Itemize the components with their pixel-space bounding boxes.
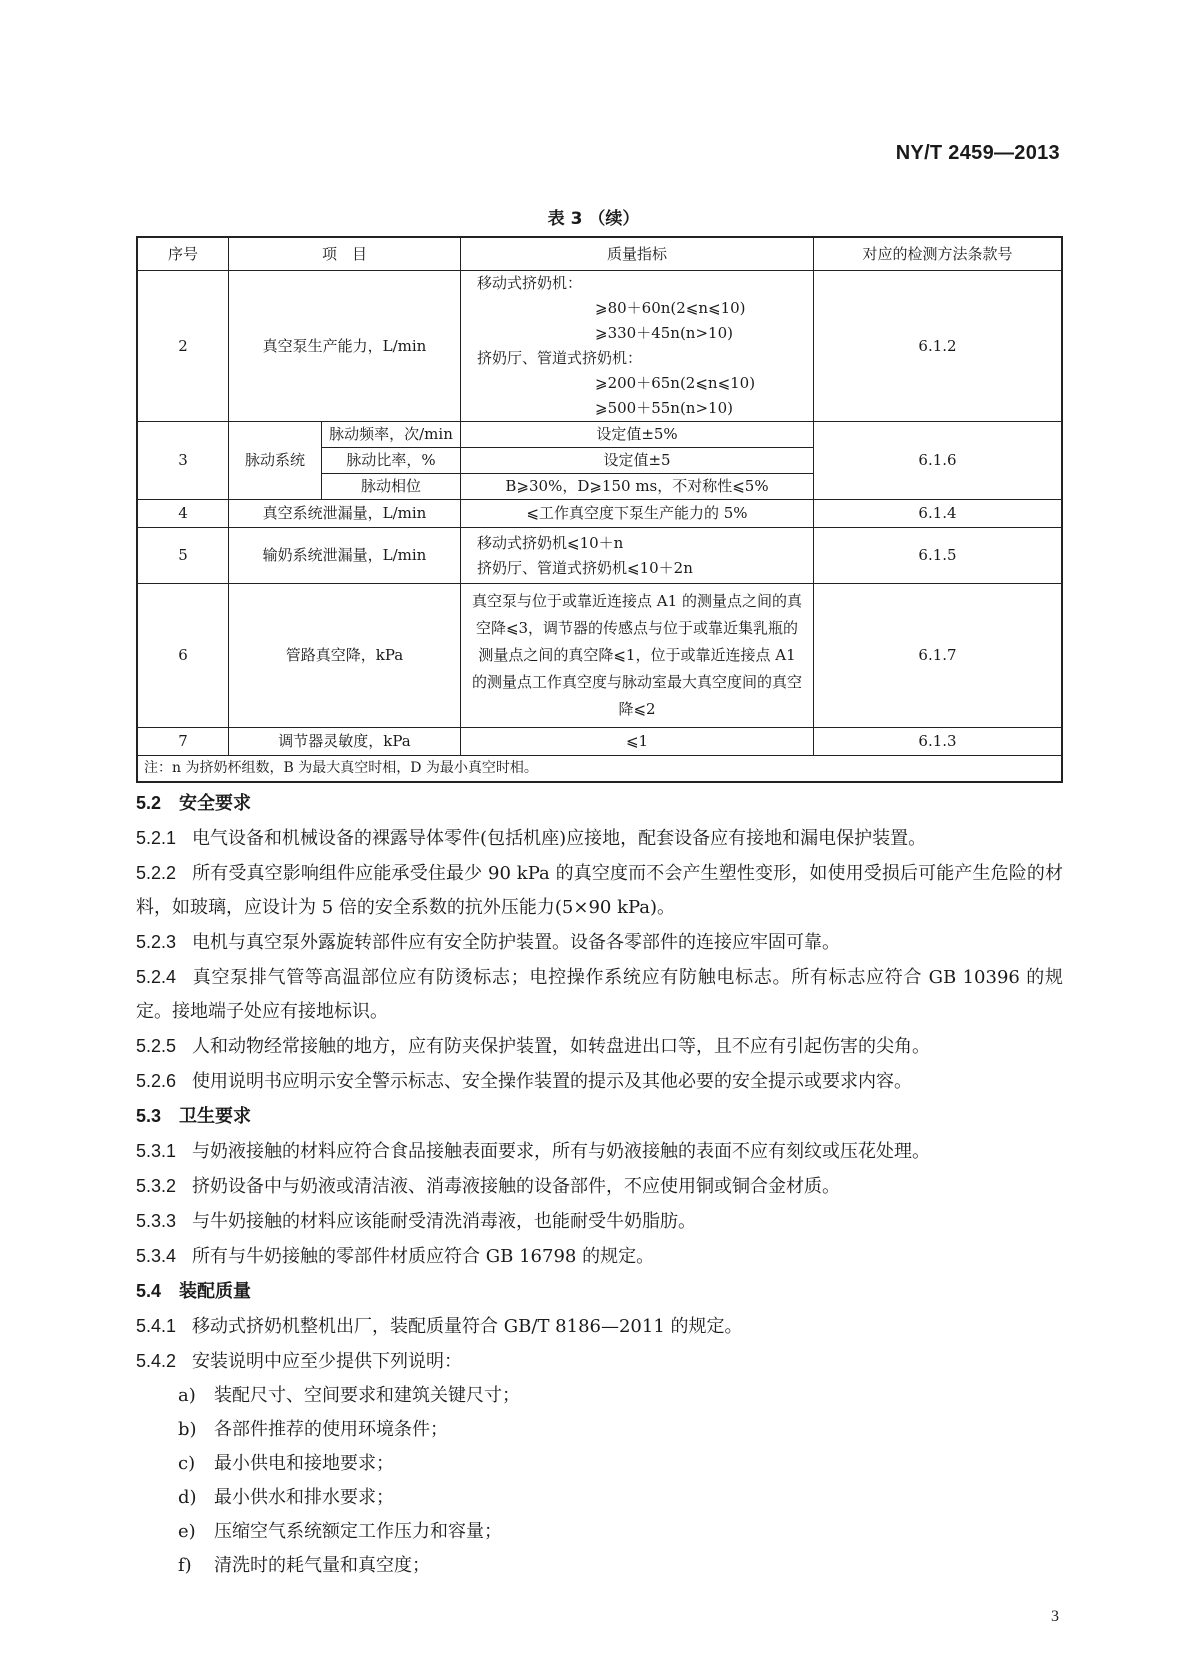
table-row [137, 728, 1062, 756]
row-item: 调节器灵敏度，kPa [229, 728, 461, 756]
row-item: 管路真空降，kPa [229, 584, 461, 728]
row-quality: B⩾30%，D⩾150 ms，不对称性⩽5% [461, 474, 814, 500]
quality-line: ⩾330＋45n(n>10) [595, 324, 733, 342]
page-number: 3 [1051, 1608, 1059, 1625]
section-heading: 5.2 安全要求 [136, 793, 252, 814]
body-content [136, 786, 1063, 1583]
list-item: e) 压缩空气系统额定工作压力和容量； [178, 1521, 502, 1542]
row-no: 4 [137, 500, 229, 528]
row-item: 脉动系统 [229, 422, 322, 500]
row-no: 7 [137, 728, 229, 756]
table-title: 表 3 （续） [547, 209, 640, 229]
standard-code: NY/T 2459—2013 [895, 142, 1060, 164]
header-item: 项 目 [229, 237, 461, 271]
row-subitem: 脉动比率，% [322, 448, 461, 474]
row-no: 5 [137, 528, 229, 584]
row-no: 3 [137, 422, 229, 500]
row-subitem: 脉动相位 [322, 474, 461, 500]
quality-line: ⩾200＋65n(2⩽n⩽10) [595, 374, 756, 392]
quality-line: 移动式挤奶机⩽10＋n [477, 533, 624, 552]
paragraph: 5.4.1 移动式挤奶机整机出厂，装配质量符合 GB/T 8186—2011 的规定。 [136, 1316, 743, 1337]
list-item: b) 各部件推荐的使用环境条件； [178, 1419, 448, 1440]
paragraph: 5.2.6 使用说明书应明示安全警示标志、安全操作装置的提示及其他必要的安全提示或要求内容。 [136, 1071, 913, 1092]
row-quality: 设定值±5% [461, 422, 814, 448]
list-item: d) 最小供水和排水要求； [178, 1487, 394, 1508]
quality-line: ⩾500＋55n(n>10) [595, 399, 733, 417]
row-method: 6.1.2 [814, 271, 1063, 422]
table-note-row [137, 756, 1062, 783]
row-subitem: 脉动频率，次/min [322, 422, 461, 448]
row-quality: 真空泵与位于或靠近连接点 A1 的测量点之间的真空降⩽3，调节器的传感点与位于或靠近集乳瓶的测量点之间的真空降⩽1，位于或靠近连接点 A1 的测量点工作真空度与脉动室最大真空度间的真空降⩽2 [461, 584, 814, 728]
row-quality: 设定值±5 [461, 448, 814, 474]
paragraph: 5.2.4 真空泵排气管等高温部位应有防烫标志；电控操作系统应有防触电标志。所有标志应符合 GB 10396 的规定。接地端子处应有接地标识。 [136, 967, 1063, 1022]
paragraph: 5.2.3 电机与真空泵外露旋转部件应有安全防护装置。设备各零部件的连接应牢固可靠。 [136, 932, 841, 953]
table-row [137, 422, 1062, 448]
row-quality [461, 528, 814, 584]
row-item: 真空系统泄漏量，L/min [229, 500, 461, 528]
row-no: 6 [137, 584, 229, 728]
paragraph: 5.2.1 电气设备和机械设备的裸露导体零件(包括机座)应接地，配套设备应有接地和漏电保护装置。 [136, 828, 927, 849]
header-quality: 质量指标 [461, 237, 814, 271]
row-method: 6.1.6 [814, 422, 1063, 500]
section-heading: 5.3 卫生要求 [136, 1106, 252, 1127]
paragraph: 5.3.4 所有与牛奶接触的零部件材质应符合 GB 16798 的规定。 [136, 1246, 655, 1267]
header-no: 序号 [137, 237, 229, 271]
row-method: 6.1.5 [814, 528, 1063, 584]
row-method: 6.1.3 [814, 728, 1063, 756]
row-quality: ⩽1 [461, 728, 814, 756]
quality-line: ⩾80＋60n(2⩽n⩽10) [595, 299, 746, 317]
section-heading: 5.4 装配质量 [136, 1281, 252, 1302]
paragraph: 5.3.1 与奶液接触的材料应符合食品接触表面要求，所有与奶液接触的表面不应有刻纹或压花处理。 [136, 1141, 931, 1162]
row-item: 输奶系统泄漏量，L/min [229, 528, 461, 584]
quality-line: 移动式挤奶机： [477, 274, 583, 292]
paragraph: 5.4.2 安装说明中应至少提供下列说明： [136, 1351, 463, 1372]
quality-table [136, 236, 1063, 783]
table-row [137, 271, 1062, 422]
row-quality [461, 271, 814, 422]
table-note: 注：n 为挤奶杯组数，B 为最大真空时相，D 为最小真空时相。 [137, 756, 1062, 783]
quality-line: 挤奶厅、管道式挤奶机： [477, 349, 643, 367]
list-item: a) 装配尺寸、空间要求和建筑关键尺寸； [178, 1385, 520, 1406]
table-row [137, 500, 1062, 528]
table-row [137, 584, 1062, 728]
list-item: c) 最小供电和接地要求； [178, 1453, 394, 1474]
quality-line: 挤奶厅、管道式挤奶机⩽10＋2n [477, 558, 693, 577]
paragraph: 5.3.2 挤奶设备中与奶液或清洁液、消毒液接触的设备部件，不应使用铜或铜合金材质。 [136, 1176, 841, 1197]
list-item: f) 清洗时的耗气量和真空度； [178, 1555, 430, 1576]
row-no: 2 [137, 271, 229, 422]
header-method: 对应的检测方法条款号 [814, 237, 1063, 271]
row-method: 6.1.4 [814, 500, 1063, 528]
paragraph: 5.2.5 人和动物经常接触的地方，应有防夹保护装置，如转盘进出口等，且不应有引起伤害的尖角。 [136, 1036, 931, 1057]
paragraph: 5.2.2 所有受真空影响组件应能承受住最少 90 kPa 的真空度而不会产生塑性变形，如使用受损后可能产生危险的材料，如玻璃，应设计为 5 倍的安全系数的抗外压能力(5×90 kPa)。 [136, 863, 1063, 918]
row-item: 真空泵生产能力，L/min [229, 271, 461, 422]
paragraph: 5.3.3 与牛奶接触的材料应该能耐受清洗消毒液，也能耐受牛奶脂肪。 [136, 1211, 697, 1232]
table-header-row [137, 237, 1062, 271]
table-row [137, 528, 1062, 584]
row-method: 6.1.7 [814, 584, 1063, 728]
row-quality: ⩽工作真空度下泵生产能力的 5% [461, 500, 814, 528]
